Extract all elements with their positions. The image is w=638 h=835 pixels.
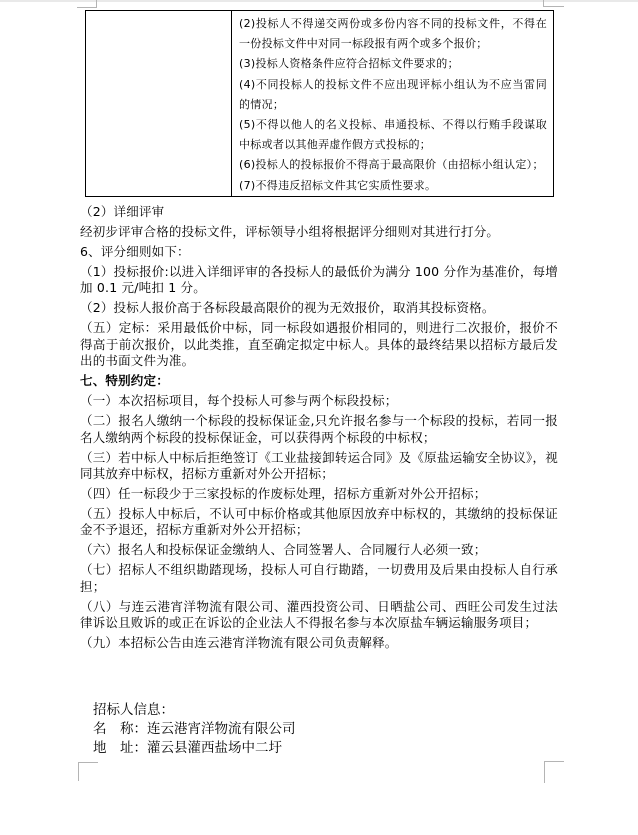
scoring-rule-item: （1）投标报价:以进入详细评审的各投标人的最低价为满分 100 分作为基准价，每增加 0.1 元/吨扣 1 分。 [80,264,558,296]
rule-item: (2)投标人不得递交两份或多份内容不同的投标文件，不得在一份投标文件中对同一标段报有两个或多个报价； [239,17,547,51]
scoring-rules-heading: 6、评分细则如下： [80,244,190,259]
text-boundary-mark-top-right [543,0,564,7]
text-boundary-mark-bottom-right [544,761,564,783]
detailed-review-text: 经初步评审合格的投标文件，评标领导小组将根据评分细则对其进行打分。 [80,224,500,239]
special-provision-item: （六）报名人和投标保证金缴纳人、合同签署人、合同履行人必须一致； [80,542,487,558]
scoring-rules-list [80,264,558,370]
bidder-info-block [93,701,513,758]
special-provision-item: （三）若中标人中标后拒绝签订《工业盐接卸转运合同》及《原盐运输安全协议》，视同其放弃中标权，招标方重新对外公开招标； [80,449,558,482]
text-boundary-mark-top-left [77,0,97,8]
special-provision-item: （五）投标人中标后，不认可中标价格或其他原因放弃中标权的，其缴纳的投标保证金不予退还，招标方重新对外公开招标； [80,506,558,538]
special-provision-item: （八）与连云港宵洋物流有限公司、灌西投资公司、日晒盐公司、西旺公司发生过法律诉讼且败诉的或正在诉讼的企业法人不得报名参与本次原盐车辆运输服务项目； [80,598,558,631]
scoring-rule-item: （2）投标人报价高于各标段最高限价的视为无效报价，取消其投标资格。 [80,300,495,316]
scoring-rule-item: （五）定标：采用最低价中标，同一标段如遇报价相同的，则进行二次报价，报价不得高于前次报价，以此类推，直至确定拟定中标人。具体的最终结果以招标方最后发出的书面文件为准。 [80,320,558,369]
bidder-info-heading: 招标人信息： [93,702,174,718]
detailed-review-heading: （2）详细评审 [80,204,165,219]
special-provisions-heading: 七、特别约定： [80,373,169,389]
special-provisions-list [80,393,558,651]
bid-conditions-table [85,10,554,197]
special-provision-item: （二）报名人缴纳一个标段的投标保证金,只允许报名参与一个标段的投标，若同一报名人缴纳两个标段的投标保证金，可以获得两个标段的中标权； [80,413,558,445]
special-provision-item: （九）本招标公告由连云港宵洋物流有限公司负责解释。 [80,635,398,651]
document-body [80,197,558,655]
rule-item: (4)不同投标人的投标文件不应出现评标小组认为不应当雷同的情况； [239,77,547,111]
special-provision-item: （四）任一标段少于三家投标的作废标处理，招标方重新对外公开招标； [80,486,487,502]
rule-item: (3)投标人资格条件应符合招标文件要求的； [239,57,459,71]
rule-item: (6)投标人的投标报价不得高于最高限价（由招标小组认定）； [239,158,544,172]
rule-item: (7)不得违反招标文件其它实质性要求。 [239,178,437,192]
rule-item: (5)不得以他人的名义投标、串通投标、不得以行贿手段谋取中标或者以其他弄虚作假方式投标的； [239,118,547,152]
special-provision-item: （一）本次招标项目，每个投标人可参与两个标段投标； [80,393,398,409]
text-boundary-mark-bottom-left [78,762,98,781]
bidder-address-line: 地 址：灌云县灌西盐场中二圩 [93,740,282,756]
bidder-name-line: 名 称：连云港宵洋物流有限公司 [93,721,296,737]
table-empty-cell [86,11,232,196]
special-provision-item: （七）招标人不组织勘踏现场，投标人可自行勘踏，一切费用及后果由投标人自行承担； [80,562,558,594]
table-rules-cell [232,11,553,196]
